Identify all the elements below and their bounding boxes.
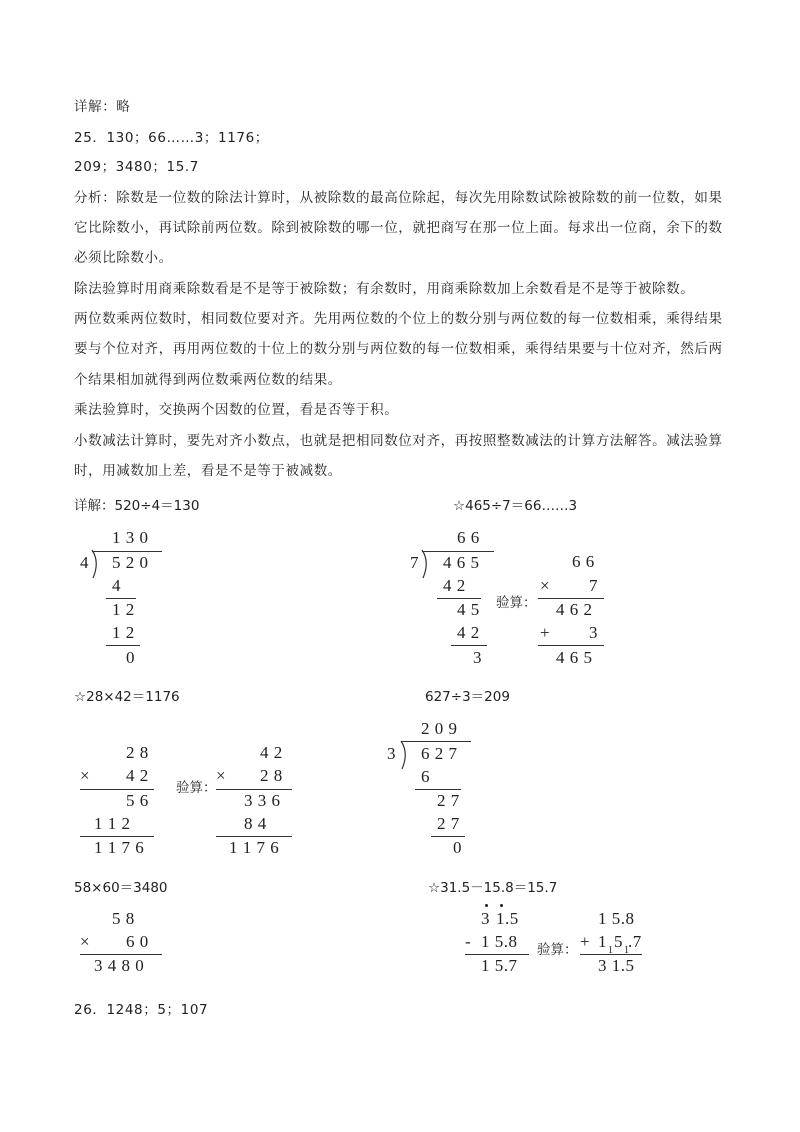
answer-26: 26．1248；5；107: [74, 1002, 209, 1018]
step: 4 2: [457, 623, 480, 642]
analysis-line: 必须比除数小。: [74, 250, 173, 266]
digit: .7: [628, 932, 642, 951]
digit: .5: [505, 909, 519, 928]
subtrahend: 1 5.8: [481, 932, 518, 951]
minus-sign: -: [465, 932, 472, 951]
product: 4 6 2: [556, 600, 593, 619]
divisor: 4: [80, 553, 89, 572]
product: 1 1 7 6: [94, 838, 145, 857]
plus-sign: +: [580, 932, 591, 951]
division-bracket-icon: [399, 741, 411, 771]
calc-caption-627-div-3: 627÷3＝209: [425, 689, 510, 705]
factor: 4 2: [126, 766, 149, 785]
partial-product: 3 3 6: [244, 791, 281, 810]
calc-caption-465-div-7: ☆465÷7＝66……3: [453, 498, 578, 514]
remainder: 0: [126, 648, 135, 667]
borrow-dot: [500, 904, 503, 907]
calc-caption-58-times-60: 58×60＝3480: [74, 880, 168, 896]
analysis-line: 要与个位对齐，再用两位数的十位上的数分别与两位数的每一位数相乘，乘得结果要与十位对齐，然后两: [74, 341, 723, 357]
check-label: 验算：: [496, 595, 537, 611]
borrow-dot: [485, 904, 488, 907]
digit: 3: [481, 909, 490, 928]
sum: 4 6 5: [556, 648, 593, 667]
analysis-line: 除法验算时用商乘除数看是不是等于被除数；有余数时，用商乘除数加上余数看是不是等于被除数。: [74, 281, 695, 297]
partial-product: 8 4: [244, 814, 267, 833]
times-sign: ×: [80, 932, 91, 951]
difference: 1 5.7: [481, 956, 518, 975]
product: 3 4 8 0: [94, 956, 145, 975]
quotient: 2 0 9: [421, 719, 458, 738]
analysis-line: 个结果相加就得到两位数乘两位数的结果。: [74, 372, 342, 388]
check-label: 验算：: [176, 780, 217, 796]
divisor: 7: [410, 553, 419, 572]
product: 1 1 7 6: [229, 838, 280, 857]
answer-25-line2: 209；3480；15.7: [74, 159, 199, 175]
partial-product: 5 6: [126, 791, 149, 810]
step: 1 2: [112, 623, 135, 642]
analysis-line: 分析：除数是一位数的除法计算时，从被除数的最高位除起，每次先用除数试除被除数的前一位数，如果: [74, 190, 723, 206]
answer-25-line1: 25．130；66……3；1176；: [74, 130, 269, 146]
step: 6: [421, 767, 430, 786]
addend: 1 5.8: [598, 909, 635, 928]
factor: 2 8: [260, 766, 283, 785]
calc-caption-520-div-4: 详解：520÷4＝130: [74, 498, 200, 514]
calc-caption-28-times-42: ☆28×42＝1176: [74, 689, 180, 705]
factor: 4 2: [260, 743, 283, 762]
factor: 7: [589, 576, 598, 595]
step: 4 2: [443, 576, 466, 595]
divisor: 3: [387, 744, 396, 763]
carry-digit: 1: [608, 945, 613, 956]
times-sign: ×: [80, 766, 91, 785]
analysis-line: 小数减法计算时，要先对齐小数点，也就是把相同数位对齐，再按照整数减法的计算方法解答。减法验算: [74, 433, 723, 449]
partial-product: 1 1 2: [94, 814, 131, 833]
remainder: 0: [453, 838, 462, 857]
factor: 5 8: [112, 909, 135, 928]
factor: 6 6: [572, 552, 595, 571]
step: 2 7: [437, 814, 460, 833]
remainder: 3: [589, 623, 598, 642]
division-bracket-icon: [420, 550, 432, 580]
factor: 2 8: [126, 743, 149, 762]
sum: 3 1.5: [598, 956, 635, 975]
solution-note: 详解：略: [74, 99, 131, 115]
analysis-line: 乘法验算时，交换两个因数的位置，看是否等于积。: [74, 402, 399, 418]
step: 2 7: [437, 791, 460, 810]
step: 4: [112, 576, 121, 595]
quotient: 6 6: [457, 528, 480, 547]
digit: 5: [614, 932, 623, 951]
step: 4 5: [457, 600, 480, 619]
analysis-line: 时，用减数加上差，看是不是等于被减数。: [74, 463, 342, 479]
analysis-line: 它比除数小，再试除前两位数。除到被除数的哪一位，就把商写在那一位上面。每求出一位商，余下的数: [74, 220, 723, 236]
digit: 1: [598, 932, 607, 951]
dividend: 5 2 0: [112, 553, 149, 572]
division-bracket-icon: [90, 550, 102, 580]
remainder: 3: [473, 648, 482, 667]
digit: 1: [496, 909, 505, 928]
calc-caption-31-5-minus-15-8: ☆31.5－15.8＝15.7: [428, 880, 558, 896]
check-label: 验算：: [537, 942, 578, 958]
plus-sign: +: [540, 623, 551, 642]
times-sign: ×: [540, 576, 551, 595]
analysis-line: 两位数乘两位数时，相同数位要对齐。先用两位数的个位上的数分别与两位数的每一位数相乘，乘得结果: [74, 311, 723, 327]
carry-digit: 1: [624, 945, 629, 956]
dividend: 4 6 5: [443, 553, 480, 572]
step: 1 2: [112, 600, 135, 619]
factor: 6 0: [126, 932, 149, 951]
dividend: 6 2 7: [421, 744, 458, 763]
times-sign: ×: [216, 766, 227, 785]
quotient: 1 3 0: [112, 528, 149, 547]
